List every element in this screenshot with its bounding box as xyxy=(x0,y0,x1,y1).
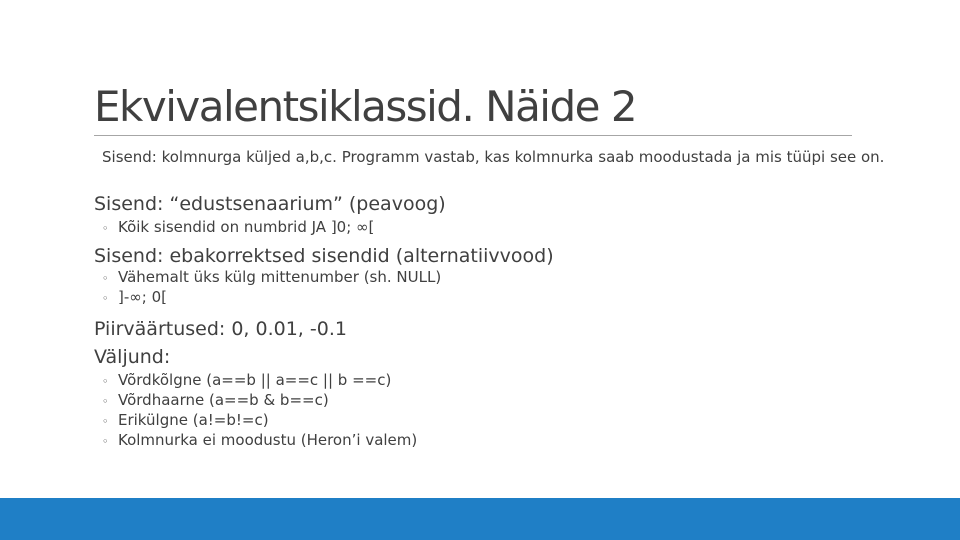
slide-title: Ekvivalentsiklassid. Näide 2 xyxy=(94,82,637,131)
section-item: ◦ Erikülgne (a!=b!=c) xyxy=(102,410,269,432)
section-item: ◦ Vähemalt üks külg mittenumber (sh. NULL) xyxy=(102,267,441,289)
section-heading-main-flow: Sisend: “edustsenaarium” (peavoog) xyxy=(94,193,446,215)
bullet-icon: ◦ xyxy=(102,292,109,305)
section-item: ◦ Võrdhaarne (a==b & b==c) xyxy=(102,390,329,412)
section-item: ◦ Võrdkõlgne (a==b || a==c || b ==c) xyxy=(102,370,391,392)
section-item: ◦ Kolmnurka ei moodustu (Heron’i valem) xyxy=(102,430,417,452)
bullet-icon: ◦ xyxy=(102,222,109,235)
intro-text: Sisend: kolmnurga küljed a,b,c. Programm vastab, kas kolmnurka saab moodustada ja mis tüüpi see on. xyxy=(102,148,885,166)
bullet-icon: ◦ xyxy=(102,395,109,408)
section-item: ◦ Kõik sisendid on numbrid JA ]0; ∞[ xyxy=(102,217,374,239)
section-heading-output: Väljund: xyxy=(94,346,171,368)
section-item: ◦ ]-∞; 0[ xyxy=(102,287,167,309)
bullet-icon: ◦ xyxy=(102,415,109,428)
section-heading-alt-flow: Sisend: ebakorrektsed sisendid (alternatiivvood) xyxy=(94,245,554,267)
footer-band xyxy=(0,498,960,540)
section-heading-boundary-values: Piirväärtused: 0, 0.01, -0.1 xyxy=(94,318,347,340)
bullet-icon: ◦ xyxy=(102,272,109,285)
bullet-icon: ◦ xyxy=(102,435,109,448)
title-divider xyxy=(94,135,852,136)
bullet-icon: ◦ xyxy=(102,375,109,388)
